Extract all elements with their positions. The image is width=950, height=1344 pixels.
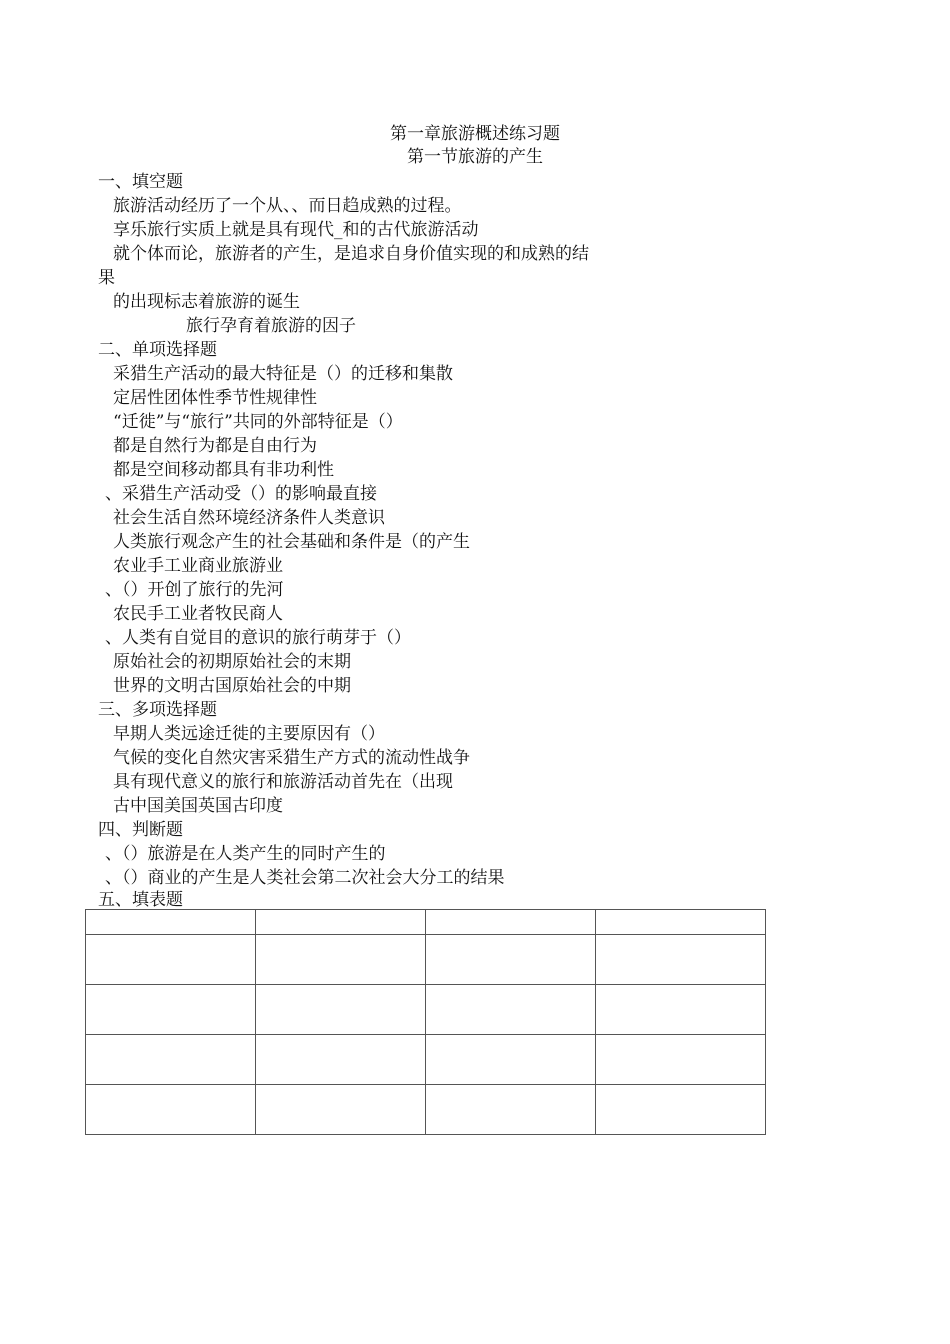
fill-table (85, 909, 766, 1135)
document-subtitle: 第一节旅游的产生 (407, 147, 543, 167)
question-line: 旅行孕育着旅游的因子 (186, 316, 356, 336)
section-heading-fill-blank: 一、填空题 (98, 172, 183, 192)
table-cell (256, 1035, 426, 1085)
table-cell (256, 985, 426, 1035)
section-heading-multi-choice: 三、多项选择题 (98, 700, 217, 720)
question-line: 就个体而论，旅游者的产生，是追求自身价值实现的和成熟的结 (113, 244, 589, 264)
question-line: 、人类有自觉目的意识的旅行萌芽于（） (105, 628, 411, 648)
option-line: 原始社会的初期原始社会的末期 (113, 652, 351, 672)
question-line: “迁徙”与“旅行”共同的外部特征是（） (113, 412, 403, 432)
table-cell (426, 985, 596, 1035)
table-cell (426, 910, 596, 935)
question-line: 旅游活动经历了一个从、、而日趋成熟的过程。 (113, 196, 462, 216)
table-cell (86, 1085, 256, 1135)
option-line: 定居性团体性季节性规律性 (113, 388, 317, 408)
question-line: 人类旅行观念产生的社会基础和条件是（的产生 (113, 532, 470, 552)
question-line: 采猎生产活动的最大特征是（）的迁移和集散 (113, 364, 453, 384)
option-line: 气候的变化自然灾害采猎生产方式的流动性战争 (113, 748, 470, 768)
section-heading-true-false: 四、判断题 (98, 820, 183, 840)
option-line: 农民手工业者牧民商人 (113, 604, 283, 624)
table-cell (256, 935, 426, 985)
table-cell (596, 935, 766, 985)
question-line: 、（）开创了旅行的先河 (105, 580, 284, 600)
table-row (86, 1035, 766, 1085)
question-line: 具有现代意义的旅行和旅游活动首先在（出现 (113, 772, 453, 792)
option-line: 世界的文明古国原始社会的中期 (113, 676, 351, 696)
option-line: 都是自然行为都是自由行为 (113, 436, 317, 456)
table-cell (256, 910, 426, 935)
question-line: 、采猎生产活动受（）的影响最直接 (105, 484, 377, 504)
table-cell (426, 1035, 596, 1085)
table-cell (596, 1085, 766, 1135)
table-row (86, 910, 766, 935)
table-cell (86, 1035, 256, 1085)
table-cell (426, 1085, 596, 1135)
question-line: 的出现标志着旅游的诞生 (113, 292, 300, 312)
table-cell (256, 1085, 426, 1135)
question-line: 、（）旅游是在人类产生的同时产生的 (105, 844, 386, 864)
question-line: 、（）商业的产生是人类社会第二次社会大分工的结果 (105, 868, 505, 888)
table-cell (426, 935, 596, 985)
table-cell (596, 985, 766, 1035)
table-cell (86, 910, 256, 935)
option-line: 都是空间移动都具有非功利性 (113, 460, 334, 480)
option-line: 社会生活自然环境经济条件人类意识 (113, 508, 385, 528)
option-line: 农业手工业商业旅游业 (113, 556, 283, 576)
option-line: 古中国美国英国古印度 (113, 796, 283, 816)
section-heading-single-choice: 二、单项选择题 (98, 340, 217, 360)
table-row (86, 985, 766, 1035)
table-cell (86, 985, 256, 1035)
table-cell (86, 935, 256, 985)
question-line: 享乐旅行实质上就是具有现代_和的古代旅游活动 (113, 220, 479, 240)
table-cell (596, 910, 766, 935)
question-line: 果 (98, 268, 115, 288)
question-line: 早期人类远途迁徙的主要原因有（） (113, 724, 385, 744)
table-cell (596, 1035, 766, 1085)
table-row (86, 935, 766, 985)
document-title: 第一章旅游概述练习题 (390, 124, 560, 144)
section-heading-fill-table: 五、填表题 (98, 890, 183, 910)
table-row (86, 1085, 766, 1135)
